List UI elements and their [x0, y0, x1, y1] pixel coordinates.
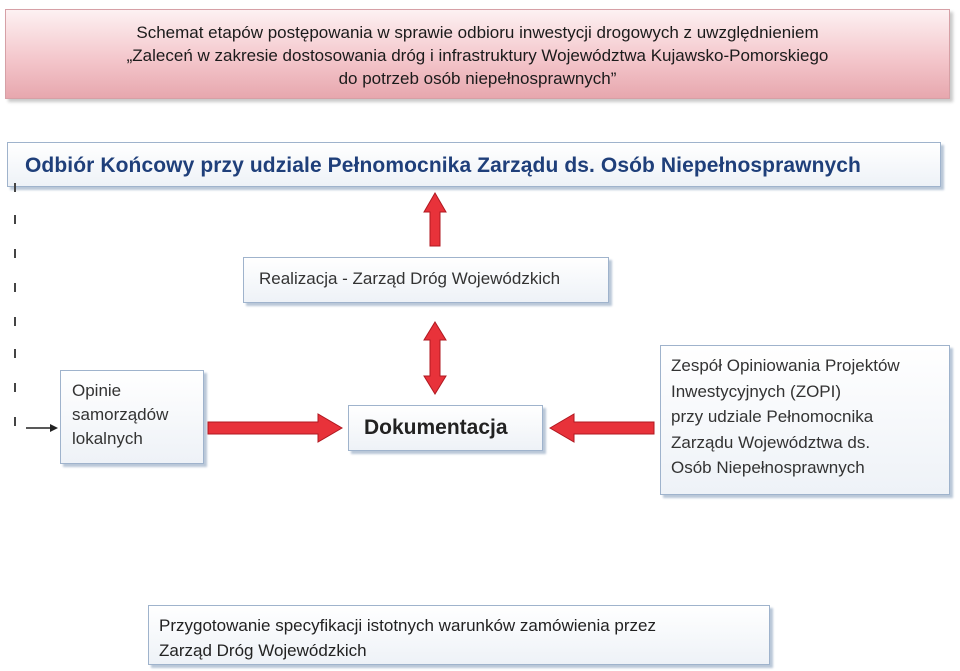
zopi-line-4: Zarządu Województwa ds. — [671, 432, 871, 452]
specification-line-2: Zarząd Dróg Wojewódzkich — [159, 641, 367, 660]
specification-line-1: Przygotowanie specyfikacji istotnych warunków zamówienia przez — [159, 616, 656, 635]
local-opinions-line-1: Opinie — [72, 381, 122, 400]
final-acceptance-label: Odbiór Końcowy przy udziale Pełnomocnika Zarządu ds. Osób Niepełnosprawnych — [25, 154, 861, 177]
zopi-line-5: Osób Niepełnosprawnych — [671, 458, 865, 477]
double-arrow-vertical-icon — [424, 322, 446, 394]
title-line-3: do potrzeb osób niepełnosprawnych” — [338, 69, 617, 88]
connector-arrow-head-icon — [50, 424, 58, 432]
title-line-2: „Zaleceń w zakresie dostosowania dróg i infrastruktury Województwa Kujawsko-Pomorskiego — [126, 46, 829, 65]
local-opinions-line-2: samorządów — [72, 405, 169, 424]
zopi-line-2: Inwestycyjnych (ZOPI) — [671, 381, 842, 401]
realization-label: Realizacja - Zarząd Dróg Wojewódzkich — [259, 269, 561, 288]
arrow-left-to-documentation-icon — [550, 414, 654, 442]
zopi-line-3: przy udziale Pełnomocnika — [671, 407, 874, 426]
title-line-1: Schemat etapów postępowania w sprawie odbioru inwestycji drogowych z uwzględnieniem — [136, 23, 819, 42]
arrow-up-to-final-icon — [424, 193, 446, 246]
documentation-label: Dokumentacja — [364, 416, 508, 439]
arrow-right-to-documentation-icon — [208, 414, 342, 442]
local-opinions-line-3: lokalnych — [72, 429, 143, 448]
zopi-line-1: Zespół Opiniowania Projektów — [671, 356, 900, 375]
